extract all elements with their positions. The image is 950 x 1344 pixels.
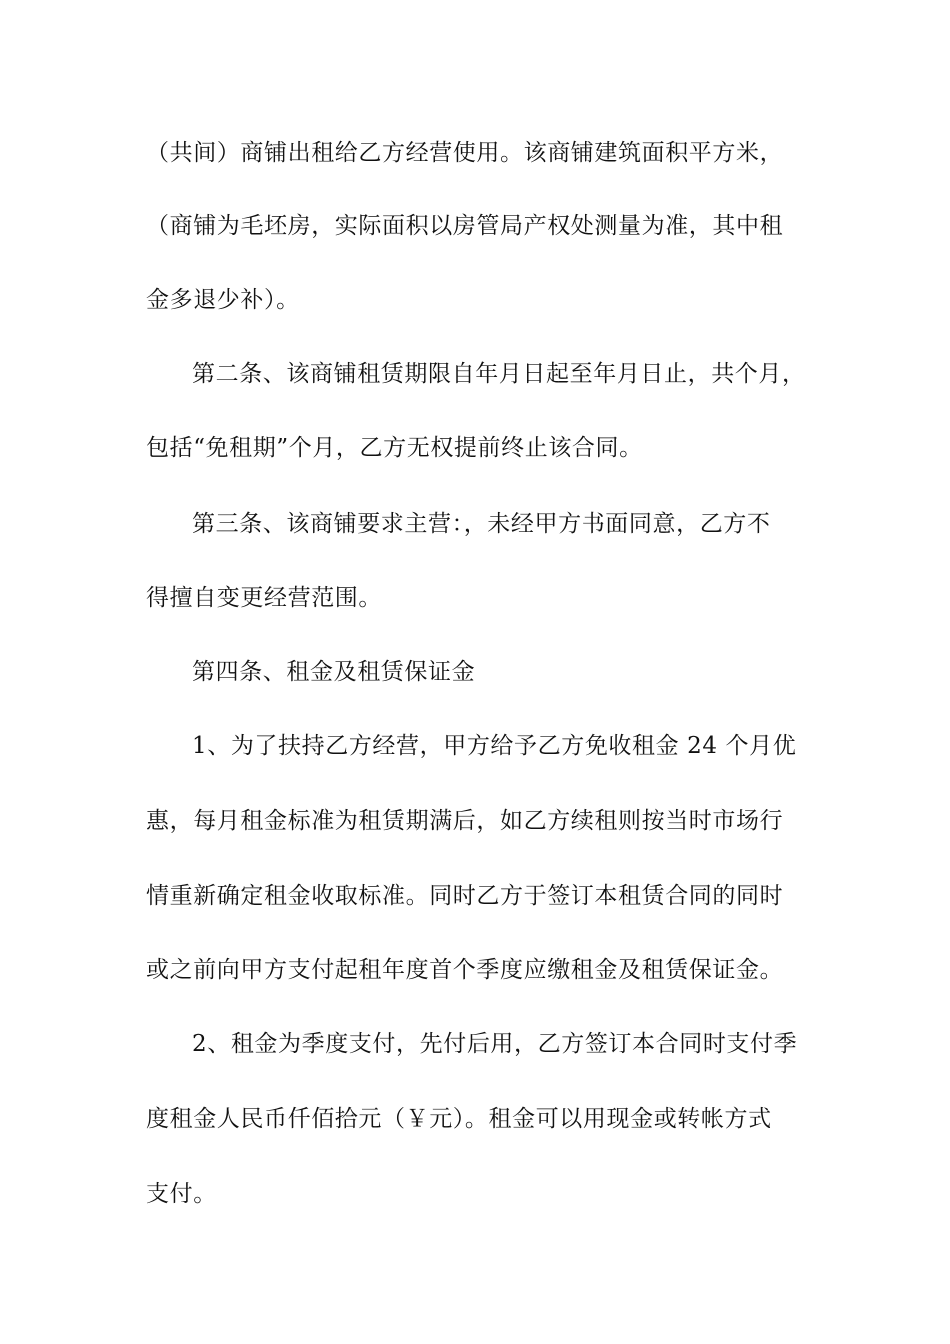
text-line: 得擅自变更经营范围。 <box>146 585 382 611</box>
text-line: 支付。 <box>146 1181 217 1207</box>
text-line: 第三条、该商铺要求主营：，未经甲方书面同意，乙方不 <box>192 511 771 537</box>
text-line: 度租金人民币仟佰拾元（￥元）。租金可以用现金或转帐方式 <box>146 1106 772 1132</box>
text-line: 或之前向甲方支付起租年度首个季度应缴租金及租赁保证金。 <box>146 957 784 983</box>
text-line: 金多退少补）。 <box>146 287 300 313</box>
text-line: 情重新确定租金收取标准。同时乙方于签订本租赁合同的同时 <box>146 883 784 909</box>
text-line: 包括“免租期”个月，乙方无权提前终止该合同。 <box>146 435 643 461</box>
text-line: （共间）商铺出租给乙方经营使用。该商铺建筑面积平方米， <box>146 140 784 166</box>
text-line: 第四条、租金及租赁保证金 <box>192 659 476 685</box>
text-line: 1、为了扶持乙方经营，甲方给予乙方免收租金 24 个月优 <box>192 733 797 759</box>
text-line: 惠，每月租金标准为租赁期满后，如乙方续租则按当时市场行 <box>146 808 784 834</box>
text-line: （商铺为毛坯房，实际面积以房管局产权处测量为准，其中租 <box>146 213 784 239</box>
text-line: 第二条、该商铺租赁期限自年月日起至年月日止，共个月， <box>192 361 806 387</box>
text-line: 2、租金为季度支付，先付后用，乙方签订本合同时支付季 <box>192 1031 798 1057</box>
